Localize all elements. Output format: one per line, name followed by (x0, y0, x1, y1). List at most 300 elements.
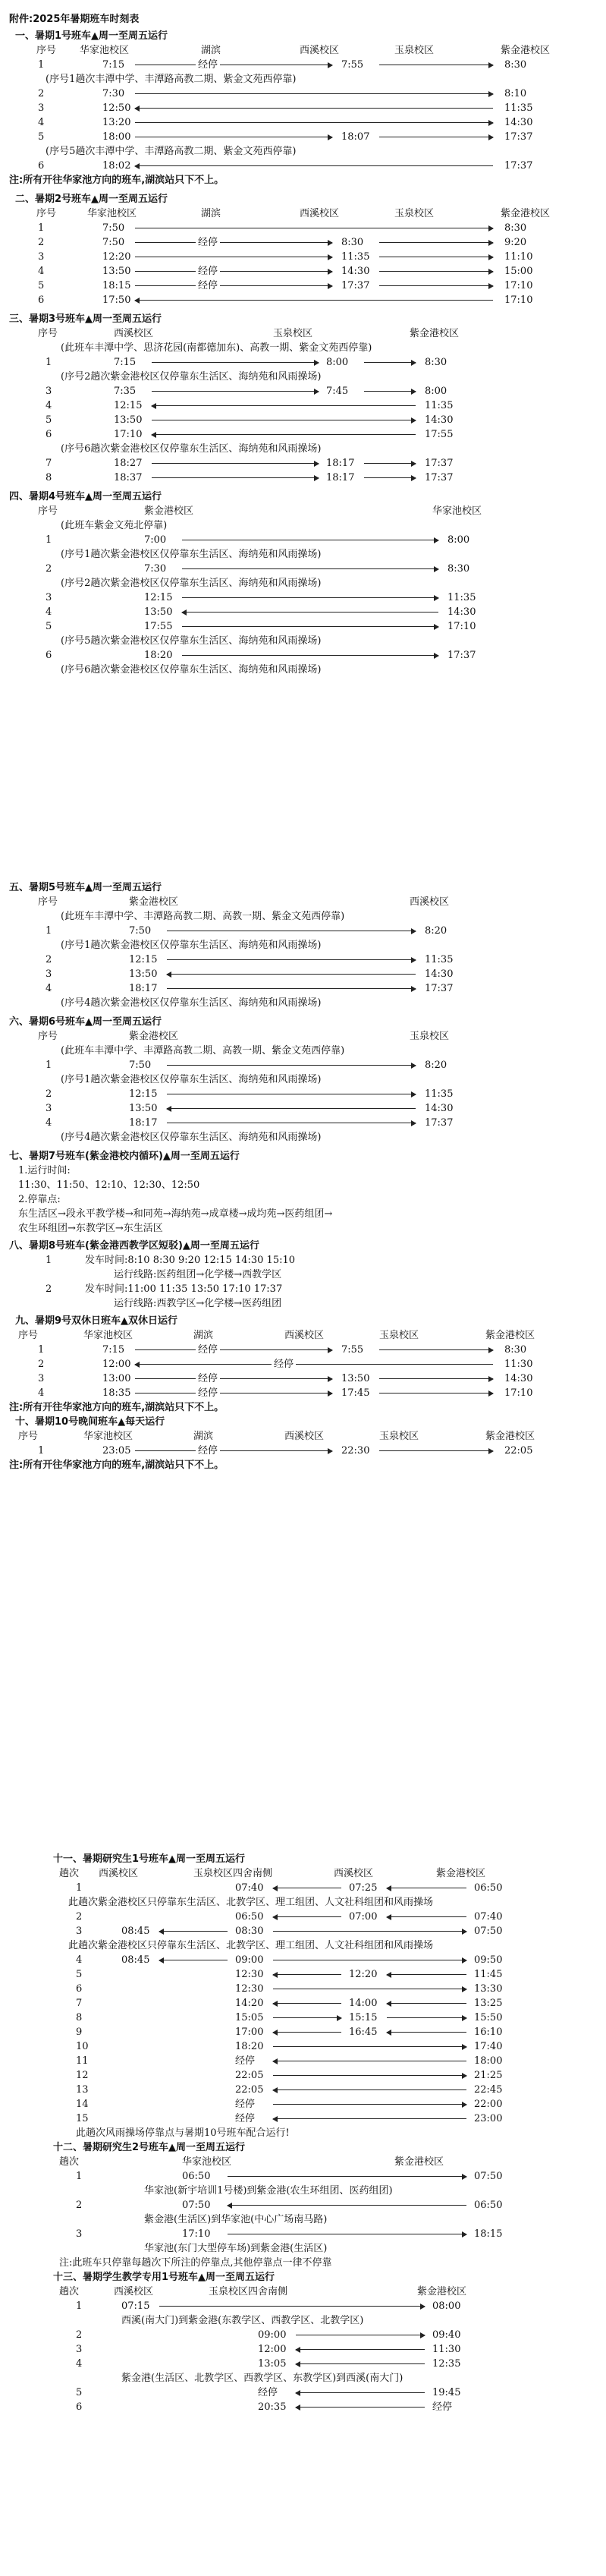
yuquan-time: 经停 (235, 2055, 256, 2067)
row-number: 4 (46, 400, 52, 411)
schedule-line (0, 1282, 606, 1296)
column-header: 序号 (36, 208, 57, 219)
row-note: (序号1趟次紫金港校区仅停靠东生活区、海纳苑和风雨操场) (61, 940, 322, 951)
schedule-line (0, 518, 606, 533)
row-number: 2 (46, 1088, 52, 1100)
section-note: (此班车丰潭中学、丰潭路高教二期、高教一期、紫金文苑西停靠) (61, 911, 345, 922)
schedule-line (0, 648, 606, 663)
row-number: 1 (38, 1344, 45, 1356)
arrival-time: 17:37 (425, 1117, 454, 1129)
row-number: 3 (38, 251, 45, 263)
departure-time: 12:00 (102, 1359, 131, 1370)
arrow-right (273, 1931, 466, 1932)
row-number: 2 (46, 954, 52, 965)
departure-time: 12:15 (129, 1088, 158, 1100)
arrival-time: 11:35 (447, 592, 476, 603)
arrow-right (135, 266, 332, 277)
column-header: 西溪校区 (410, 896, 450, 908)
schedule-line (0, 2140, 606, 2155)
arrow-right (135, 1445, 332, 1456)
row-note: (序号1趟次紫金港校区仅停靠东生活区、海纳苑和风雨操场) (61, 549, 322, 560)
row-number: 5 (46, 621, 52, 632)
arrow-left (273, 1974, 341, 1975)
arrival-time: 11:10 (504, 251, 533, 263)
xixi2-time: 07:00 (349, 1911, 378, 1923)
column-header: 玉泉校区四舍南侧 (209, 2286, 288, 2297)
section-footer: 注:所有开往华家池方向的班车,湖滨站只下不上。 (9, 1460, 225, 1471)
arrival-time: 14:30 (425, 414, 454, 426)
row-number: 6 (46, 650, 52, 661)
row-number: 9 (76, 2026, 83, 2038)
arrival-time: 17:37 (504, 160, 533, 172)
row-number: 2 (38, 237, 45, 248)
arrow-right (273, 2104, 466, 2105)
column-header: 西溪校区 (284, 1330, 325, 1341)
row-number: 3 (76, 2344, 83, 2355)
mid-time: 22:30 (341, 1445, 370, 1456)
schedule-line (0, 159, 606, 173)
row-note: 紫金港(生活区、北教学区、西教学区、东教学区)到西溪(南大门) (121, 2373, 403, 2384)
xixi2-time: 14:00 (349, 1998, 378, 2009)
column-header: 紫金港校区 (394, 2156, 444, 2168)
departure-time: 7:30 (102, 88, 125, 99)
arrival-time: 17:37 (425, 472, 454, 483)
departure-time: 7:00 (144, 534, 167, 546)
via-label: 经停 (196, 279, 220, 293)
arrow-right (135, 122, 493, 123)
row-number: 2 (38, 88, 45, 99)
schedule-line (0, 2313, 606, 2328)
departure-time: 7:15 (114, 357, 137, 368)
schedule-line (0, 1357, 606, 1371)
schedule-line (0, 58, 606, 72)
xixi2-time: 12:20 (349, 1969, 378, 1980)
schedule-line (0, 2126, 606, 2140)
schedule-line (0, 2198, 606, 2212)
arrival-time: 8:30 (447, 563, 470, 575)
row-number: 3 (46, 386, 52, 397)
column-header: 湖滨 (193, 1330, 214, 1341)
departure-time: 13:50 (129, 968, 158, 980)
schedule-line (0, 1178, 606, 1192)
arrow-right (135, 237, 332, 248)
arrow-right (379, 242, 493, 243)
departure-time: 13:00 (102, 1373, 131, 1384)
zijingang-time: 13:30 (474, 1983, 503, 1995)
row-number: 12 (76, 2070, 89, 2081)
schedule-line (0, 442, 606, 456)
route-info: 东生活区→段永平教学楼→和同苑→海纳苑→成章楼→成均苑→医药组团→ (18, 1208, 333, 1220)
schedule-line (0, 2385, 606, 2400)
yuquan-time: 15:05 (235, 2012, 264, 2023)
row-number: 7 (46, 458, 52, 469)
column-header: 紫金港校区 (129, 896, 179, 908)
schedule-line (0, 2357, 606, 2371)
yuquan-time: 06:50 (235, 1911, 264, 1923)
schedule-line (0, 576, 606, 590)
arrival-time: 09:40 (432, 2329, 461, 2341)
arrival-time: 17:37 (504, 131, 533, 143)
row-note: 西溪(南大门)到紫金港(东教学区、西教学区、北教学区) (121, 2315, 364, 2326)
row-number: 4 (76, 2358, 83, 2370)
column-header: 湖滨 (201, 45, 221, 56)
section-footer: 注:所有开往华家池方向的班车,湖滨站只下不上。 (9, 175, 225, 186)
departure-time: 12:20 (102, 251, 131, 263)
schedule-line (0, 2285, 606, 2299)
arrival-time: 11:30 (504, 1359, 533, 1370)
arrow-left (273, 2089, 466, 2090)
schedule-line (0, 996, 606, 1010)
arrow-left (159, 1931, 228, 1932)
arrival-time: 8:00 (425, 386, 447, 397)
route-info: 农生环组团→东教学区→东生活区 (18, 1223, 163, 1234)
arrow-right (379, 271, 493, 272)
row-number: 2 (76, 1911, 83, 1923)
row-number: 3 (46, 1103, 52, 1114)
schedule-line (0, 1852, 606, 1866)
row-number: 15 (76, 2113, 89, 2124)
arrival-time: 06:50 (474, 2200, 503, 2211)
row-number: 5 (76, 1969, 83, 1980)
column-header: 趟次 (59, 1868, 80, 1879)
row-number: 4 (46, 606, 52, 618)
column-header: 华家池校区 (182, 2156, 232, 2168)
column-header: 西溪校区 (99, 1868, 139, 1879)
mid-time: 13:50 (341, 1373, 370, 1384)
column-header: 玉泉校区四舍南侧 (193, 1868, 273, 1879)
departure-time: 18:37 (114, 472, 143, 483)
column-header: 序号 (36, 45, 57, 56)
departure-time: 12:50 (102, 102, 131, 114)
departure-time: 20:35 (258, 2401, 287, 2413)
row-number: 1 (38, 222, 45, 234)
column-header: 紫金港校区 (129, 1031, 179, 1042)
arrow-right (182, 655, 438, 656)
section-note: (此班车紫金文苑北停靠) (61, 520, 168, 531)
departure-time: 17:10 (114, 429, 143, 440)
row-number: 13 (76, 2084, 89, 2096)
mid-time: 18:07 (341, 131, 370, 143)
schedule-line (0, 2083, 606, 2097)
zijingang-time: 23:00 (474, 2113, 503, 2124)
schedule-line (0, 130, 606, 144)
schedule-line (0, 1938, 606, 1953)
column-header: 紫金港校区 (410, 328, 460, 339)
arrow-right (159, 2306, 425, 2307)
row-note: (序号5趟次紫金港校区仅停靠东生活区、海纳苑和风雨操场) (61, 635, 322, 647)
departure-time: 7:30 (144, 563, 167, 575)
schedule-line (0, 29, 606, 43)
schedule-line (0, 355, 606, 370)
schedule-line (0, 2025, 606, 2039)
schedule-line (0, 413, 606, 427)
zijingang-time: 22:45 (474, 2084, 503, 2096)
row-number: 4 (46, 983, 52, 994)
departure-time: 7:50 (129, 925, 152, 937)
arrival-time: 11:35 (425, 954, 454, 965)
row-number: 8 (46, 472, 52, 483)
row-number: 5 (38, 131, 45, 143)
section-footer: 注:所有开往华家池方向的班车,湖滨站只下不上。 (9, 1402, 225, 1413)
row-number: 8 (76, 2012, 83, 2023)
schedule-line (0, 235, 606, 250)
arrival-time: 11:30 (432, 2344, 461, 2355)
arrow-right (273, 2046, 466, 2047)
schedule-line (0, 1239, 606, 1253)
schedule-line (0, 1314, 606, 1328)
schedule-line (0, 1953, 606, 1967)
arrow-left (296, 2392, 425, 2393)
arrival-time: 11:35 (425, 1088, 454, 1100)
column-header: 西溪校区 (300, 45, 340, 56)
schedule-line (0, 2097, 606, 2112)
route-info: 1.运行时间: (18, 1165, 71, 1176)
arrival-time: 17:37 (425, 983, 454, 994)
row-note: 华家池(新宇培训1号楼)到紫金港(农生环组团、医药组团) (144, 2185, 393, 2197)
arrow-left (182, 612, 438, 613)
row-number: 1 (46, 925, 52, 937)
schedule-line (0, 341, 606, 355)
schedule-line (0, 144, 606, 159)
schedule-line (0, 370, 606, 384)
mid-time: 8:30 (341, 237, 364, 248)
arrival-time: 14:30 (447, 606, 476, 618)
mid-time: 17:37 (341, 280, 370, 291)
zijingang-time: 21:25 (474, 2070, 503, 2081)
arrow-right (182, 597, 438, 598)
column-header: 紫金港校区 (417, 2286, 467, 2297)
schedule-line (0, 490, 606, 504)
arrow-right (379, 1349, 493, 1350)
arrow-left (387, 2032, 466, 2033)
arrow-left (167, 1108, 416, 1109)
schedule-line (0, 87, 606, 101)
row-number: 1 (38, 59, 45, 71)
arrow-right (152, 362, 319, 363)
via-label: 经停 (272, 1357, 296, 1371)
arrival-time: 17:10 (504, 1387, 533, 1399)
schedule-line (0, 909, 606, 924)
schedule-line (0, 2054, 606, 2068)
schedule-line (0, 2400, 606, 2414)
section-note: (此班车丰潭中学、思济花园(南都德加东)、高教一期、紫金文苑西停靠) (61, 342, 372, 354)
via-label: 经停 (196, 1386, 220, 1400)
column-header: 华家池校区 (80, 45, 130, 56)
schedule-line (0, 101, 606, 115)
route-info: 运行线路:西教学区→化学楼→医药组团 (114, 1298, 282, 1309)
row-number: 1 (76, 2171, 83, 2182)
departure-time: 07:50 (182, 2200, 211, 2211)
column-header: 华家池校区 (83, 1330, 133, 1341)
column-header: 湖滨 (193, 1431, 214, 1442)
column-header: 序号 (38, 505, 58, 517)
yuquan-time: 14:20 (235, 1998, 264, 2009)
yuquan-time: 09:00 (235, 1954, 264, 1966)
departure-time: 12:15 (144, 592, 173, 603)
arrival-time: 8:30 (504, 59, 527, 71)
yuquan-time: 17:00 (235, 2026, 264, 2038)
schedule-line (0, 634, 606, 648)
row-note: (序号4趟次紫金港校区仅停靠东生活区、海纳苑和风雨操场) (61, 1132, 322, 1143)
schedule-line (0, 326, 606, 341)
zijingang-time: 13:25 (474, 1998, 503, 2009)
schedule-line (0, 2256, 606, 2270)
arrival-time: 8:10 (504, 88, 527, 99)
document-title: 附件:2025年暑期班车时刻表 (9, 14, 140, 25)
arrow-right (364, 362, 416, 363)
row-note: 华家池(东门大型停车场)到紫金港(生活区) (144, 2243, 328, 2254)
schedule-line (0, 1343, 606, 1357)
via-label: 经停 (196, 264, 220, 279)
arrival-time: 8:20 (425, 925, 447, 937)
mid-time: 11:35 (341, 251, 370, 263)
schedule-line (0, 72, 606, 87)
via-label: 经停 (196, 235, 220, 250)
arrow-left (296, 2407, 425, 2408)
schedule-line (0, 2371, 606, 2385)
departure-times: 发车时间:8:10 8:30 9:20 12:15 14:30 15:10 (85, 1255, 296, 1266)
zijingang-time: 18:00 (474, 2055, 503, 2067)
row-number: 6 (76, 1983, 83, 1995)
arrow-left (387, 1916, 466, 1917)
schedule-line (0, 1130, 606, 1145)
schedule-line (0, 2169, 606, 2184)
yuquan-time: 22:05 (235, 2084, 264, 2096)
xixi2-time: 15:15 (349, 2012, 378, 2023)
arrival-time: 07:50 (474, 2171, 503, 2182)
arrow-left (296, 2349, 425, 2350)
schedule-line (0, 1164, 606, 1178)
arrow-right (379, 1378, 493, 1379)
arrow-left (135, 165, 493, 166)
arrow-left (135, 1359, 493, 1370)
schedule-line (0, 250, 606, 264)
schedule-line (0, 1058, 606, 1072)
via-label: 经停 (196, 1371, 220, 1386)
arrival-time: 17:37 (447, 650, 476, 661)
arrow-left (135, 300, 493, 301)
schedule-line (0, 2227, 606, 2241)
departure-time: 12:00 (258, 2344, 287, 2355)
column-header: 紫金港校区 (485, 1431, 535, 1442)
schedule-line (0, 1044, 606, 1058)
departure-time: 7:35 (114, 386, 137, 397)
section-note: (此班车丰潭中学、丰潭路高教二期、高教一期、紫金文苑西停靠) (61, 1045, 345, 1057)
arrow-right (182, 626, 438, 627)
schedule-line (0, 619, 606, 634)
row-note: (序号1趟次紫金港校区仅停靠东生活区、海纳苑和风雨操场) (61, 1074, 322, 1085)
schedule-line (0, 456, 606, 471)
row-number: 2 (76, 2200, 83, 2211)
mid-time: 17:45 (341, 1387, 370, 1399)
section-title: 五、暑期5号班车▲周一至周五运行 (9, 882, 162, 893)
arrival-time: 经停 (432, 2401, 453, 2413)
zijingang-time: 17:40 (474, 2041, 503, 2052)
arrow-right (167, 959, 416, 960)
via-label: 经停 (196, 1343, 220, 1357)
row-number: 3 (76, 2228, 83, 2240)
schedule-line (0, 1371, 606, 1386)
schedule-line (0, 471, 606, 485)
via-label: 经停 (196, 1444, 220, 1458)
row-number: 10 (76, 2041, 89, 2052)
row-number: 6 (38, 294, 45, 306)
column-header: 华家池校区 (83, 1431, 133, 1442)
arrival-time: 8:20 (425, 1060, 447, 1071)
arrow-right (135, 280, 332, 291)
schedule-line (0, 1910, 606, 1924)
schedule-line (0, 938, 606, 953)
schedule-line (0, 533, 606, 547)
column-header: 紫金港校区 (501, 208, 551, 219)
row-number: 2 (76, 2329, 83, 2341)
row-number: 3 (46, 592, 52, 603)
arrow-left (387, 2003, 466, 2004)
route-info: 2.停靠点: (18, 1194, 61, 1205)
arrow-left (167, 974, 416, 975)
schedule-line (0, 312, 606, 326)
schedule-line (0, 1268, 606, 1282)
arrival-time: 14:30 (504, 117, 533, 128)
schedule-line (0, 12, 606, 27)
row-number: 1 (76, 2300, 83, 2312)
section-title: 十、暑期10号晚间班车▲每天运行 (15, 1416, 165, 1428)
schedule-line (0, 1895, 606, 1910)
row-note: (序号6趟次紫金港校区仅停靠东生活区、海纳苑和风雨操场) (61, 443, 322, 455)
arrow-left (152, 434, 416, 435)
xixi2-time: 07:25 (349, 1882, 378, 1894)
row-number: 2 (46, 563, 52, 575)
row-number: 1 (38, 1445, 45, 1456)
column-header: 西溪校区 (300, 208, 340, 219)
section-title: 七、暑期7号班车(紫金港校内循环)▲周一至周五运行 (9, 1151, 240, 1162)
yuquan-time: 07:40 (235, 1882, 264, 1894)
column-header: 趟次 (59, 2286, 80, 2297)
arrival-time: 08:00 (432, 2300, 461, 2312)
row-number: 3 (46, 968, 52, 980)
column-header: 序号 (18, 1330, 39, 1341)
arrow-right (364, 391, 416, 392)
mid-time: 7:55 (341, 1344, 364, 1356)
departure-time: 18:02 (102, 160, 131, 172)
arrow-left (228, 2205, 466, 2206)
arrival-time: 8:30 (504, 222, 527, 234)
schedule-line (0, 1967, 606, 1982)
schedule-line (0, 1149, 606, 1164)
schedule-line (0, 293, 606, 307)
departure-times: 发车时间:11:00 11:35 13:50 17:10 17:37 (85, 1283, 283, 1295)
schedule-line (0, 115, 606, 130)
row-note: 此趟次紫金港校区只停靠东生活区、北教学区、理工组团、人文社科组团和风雨操场 (68, 1897, 434, 1908)
arrow-left (135, 108, 493, 109)
row-number: 7 (76, 1998, 83, 2009)
schedule-line (0, 2155, 606, 2169)
schedule-line (0, 605, 606, 619)
section-title: 四、暑期4号班车▲周一至周五运行 (9, 491, 162, 502)
zijingang-time: 11:45 (474, 1969, 503, 1980)
row-number: 1 (46, 534, 52, 546)
column-header: 紫金港校区 (436, 1868, 486, 1879)
schedule-line (0, 2270, 606, 2285)
departure-time: 13:50 (129, 1103, 158, 1114)
column-header: 西溪校区 (334, 1868, 374, 1879)
schedule-line (0, 1328, 606, 1343)
schedule-line (0, 2342, 606, 2357)
column-header: 紫金港校区 (485, 1330, 535, 1341)
row-number: 1 (76, 1882, 83, 1894)
schedule-line (0, 1015, 606, 1029)
arrival-time: 12:35 (432, 2358, 461, 2370)
